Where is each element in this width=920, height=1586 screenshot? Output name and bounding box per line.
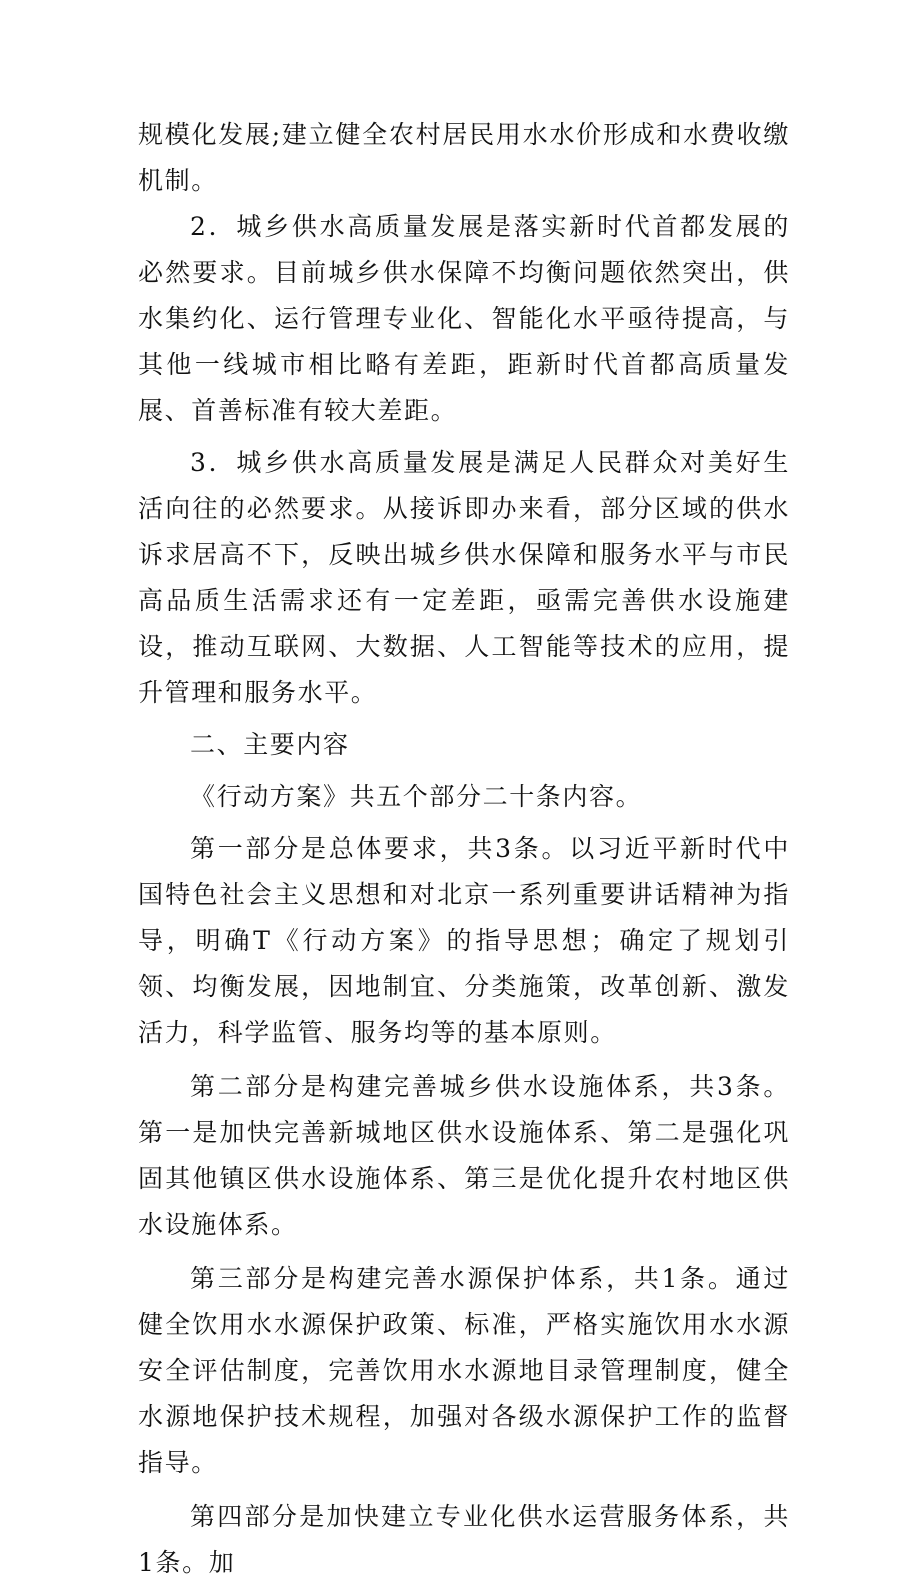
- section-heading-main-content: 二、主要内容: [190, 730, 350, 759]
- document-body: [138, 112, 790, 1586]
- paragraph-point-2: 2．城乡供水高质量发展是落实新时代首都发展的必然要求。目前城乡供水保障不均衡问题依然突出，供水集约化、运行管理专业化、智能化水平亟待提高，与其他一线城市相比略有差距，距新时代首都高质量发展、首善标准有较大差距。: [138, 212, 790, 425]
- paragraph-overview: 《行动方案》共五个部分二十条内容。: [190, 782, 643, 811]
- paragraph-part-2: 第二部分是构建完善城乡供水设施体系，共3条。第一是加快完善新城地区供水设施体系、第二是强化巩固其他镇区供水设施体系、第三是优化提升农村地区供水设施体系。: [138, 1072, 790, 1239]
- paragraph-point-3: 3．城乡供水高质量发展是满足人民群众对美好生活向往的必然要求。从接诉即办来看，部分区域的供水诉求居高不下，反映出城乡供水保障和服务水平与市民高品质生活需求还有一定差距，亟需完善供水设施建设，推动互联网、大数据、人工智能等技术的应用，提升管理和服务水平。: [138, 448, 790, 707]
- paragraph-continuation: 规模化发展;建立健全农村居民用水水价形成和水费收缴机制。: [138, 120, 790, 195]
- paragraph-part-1: 第一部分是总体要求，共3条。以习近平新时代中国特色社会主义思想和对北京一系列重要讲话精神为指导，明确T《行动方案》的指导思想；确定了规划引领、均衡发展，因地制宜、分类施策，改革创新、激发活力，科学监管、服务均等的基本原则。: [138, 834, 790, 1047]
- paragraph-part-4: 第四部分是加快建立专业化供水运营服务体系，共1条。加: [138, 1502, 790, 1577]
- paragraph-part-3: 第三部分是构建完善水源保护体系，共1条。通过健全饮用水水源保护政策、标准，严格实施饮用水水源安全评估制度，完善饮用水水源地目录管理制度，健全水源地保护技术规程，加强对各级水源保护工作的监督指导。: [138, 1264, 790, 1477]
